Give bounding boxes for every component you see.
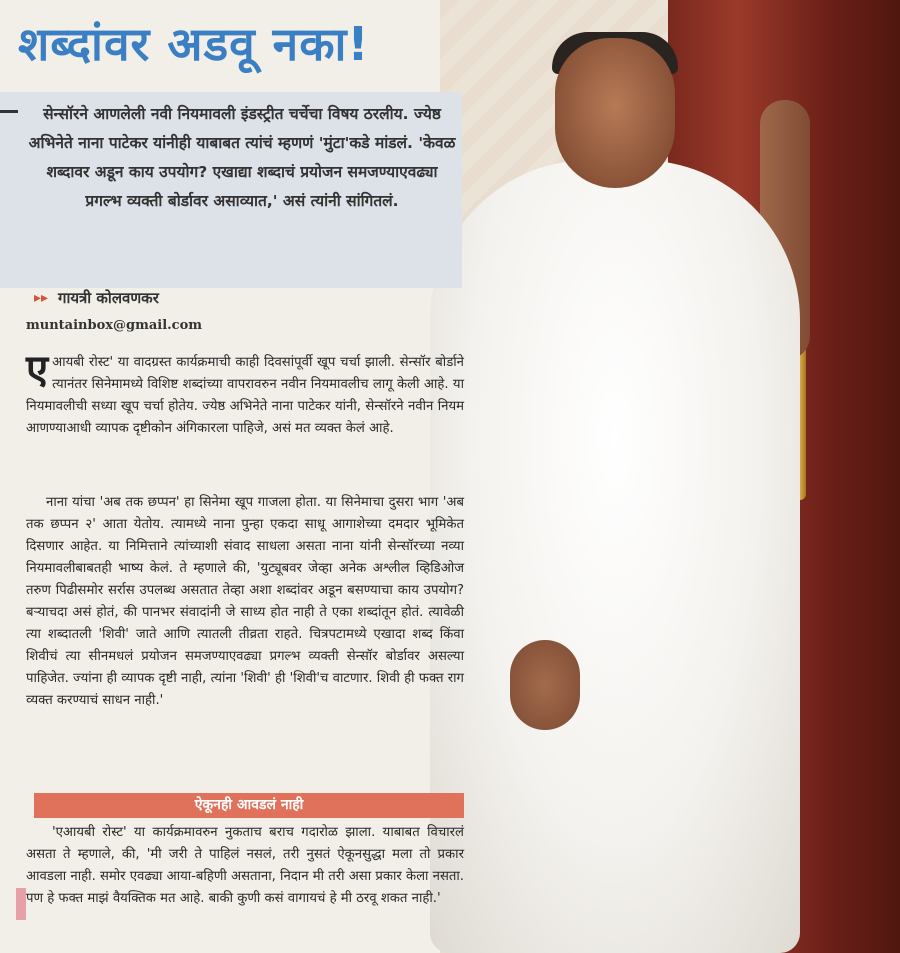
- paragraph-2: नाना यांचा 'अब तक छप्पन' हा सिनेमा खूप गाजला होता. या सिनेमाचा दुसरा भाग 'अब तक छप्पन २' आता येतोय. त्यामध्ये नाना पुन्हा एकदा साधू आगाशेच्या दमदार भूमिकेत दिसणार आहेत. या निमित्ताने त्यांच्याशी संवाद साधला असता नाना यांनी सेन्सॉरच्या नव्या नियमावलीबाबतही भाष्य केलं. ते म्हणाले की, 'युट्यूबवर जेव्हा अनेक अश्लील व्हिडिओज तरुण पिढीसमोर सर्रास उपलब्ध असतात तेव्हा अशा शब्दांवर अडून बसण्याचा काय उपयोग? बऱ्याचदा असं होतं, की पानभर संवादांनी जे साध्य होत नाही ते एका शब्दांतून होतं. त्यावेळी त्या शब्दातली 'शिवी' जाते आणि त्यातली तीव्रता राहते. चित्रपटामध्ये एखादा शब्द किंवा शिवीचं त्या सीनमधलं प्रयोजन समजण्याएवढ्या प्रगल्भ व्यक्ती सेन्सॉर बोर्डावर असल्या पाहिजेत. ज्यांना ही व्यापक दृष्टी नाही, त्यांना 'शिवी' ही 'शिवी'च वाटणार. शिवी ही फक्त राग व्यक्त करण्याचं साधन नाही.': [26, 495, 464, 708]
- person-head: [555, 38, 675, 188]
- headline: शब्दांवर अडवू नका!: [18, 17, 370, 71]
- intro-rule: [0, 110, 18, 113]
- author-email[interactable]: muntainbox@gmail.com: [26, 318, 203, 333]
- drop-cap: ए: [26, 347, 49, 393]
- corner-mark: [16, 888, 26, 920]
- byline: गायत्री कोलवणकर: [58, 289, 159, 307]
- subheading: ऐकूनही आवडलं नाही: [34, 793, 464, 818]
- person-hand: [510, 640, 580, 730]
- intro-text: सेन्सॉरने आणलेली नवी नियमावली इंडस्ट्रीत चर्चेचा विषय ठरलीय. ज्येष्ठ अभिनेते नाना पाटेकर यांनीही याबाबत त्यांचं म्हणणं 'मुंटा'कडे मांडलं. 'केवळ शब्दावर अडून काय उपयोग? एखाद्या शब्दाचं प्रयोजन समजण्याएवढ्या प्रगल्भ व्यक्ती बोर्डावर असाव्यात,' असं त्यांनी सांगितलं.: [28, 105, 456, 210]
- paragraph-1: [26, 347, 464, 440]
- person-photo: [430, 160, 800, 953]
- paragraph-3: 'एआयबी रोस्ट' या कार्यक्रमावरुन नुकताच बराच गदारोळ झाला. याबाबत विचारलं असता ते म्हणाले, की, 'मी जरी ते पाहिलं नसलं, तरी नुसतं ऐकूनसुद्धा मला तो प्रकार आवडला नाही. समोर एवढ्या आया-बहिणी असताना, निदान मी तरी असा प्रकार केला नसता. पण हे फक्त माझं वैयक्तिक मत आहे. बाकी कुणी कसं वागायचं हे मी ठरवू शकत नाही.': [26, 825, 464, 906]
- paragraph-1-text: आयबी रोस्ट' या वादग्रस्त कार्यक्रमाची काही दिवसांपूर्वी खूप चर्चा झाली. सेन्सॉर बोर्डाने त्यानंतर सिनेमामध्ये विशिष्ट शब्दांच्या वापरावरुन नवीन नियमावलीच लागू केली आहे. या नियमावलीची सध्या खूप चर्चा होतेय. ज्येष्ठ अभिनेते नाना पाटेकर यांनी, सेन्सॉरने नवीन नियम आणण्याआधी व्यापक दृष्टीकोन अंगिकारला पाहिजे, असं मत व्यक्त केलं आहे.: [26, 355, 464, 436]
- byline-arrow-icon: ▸▸: [34, 290, 49, 306]
